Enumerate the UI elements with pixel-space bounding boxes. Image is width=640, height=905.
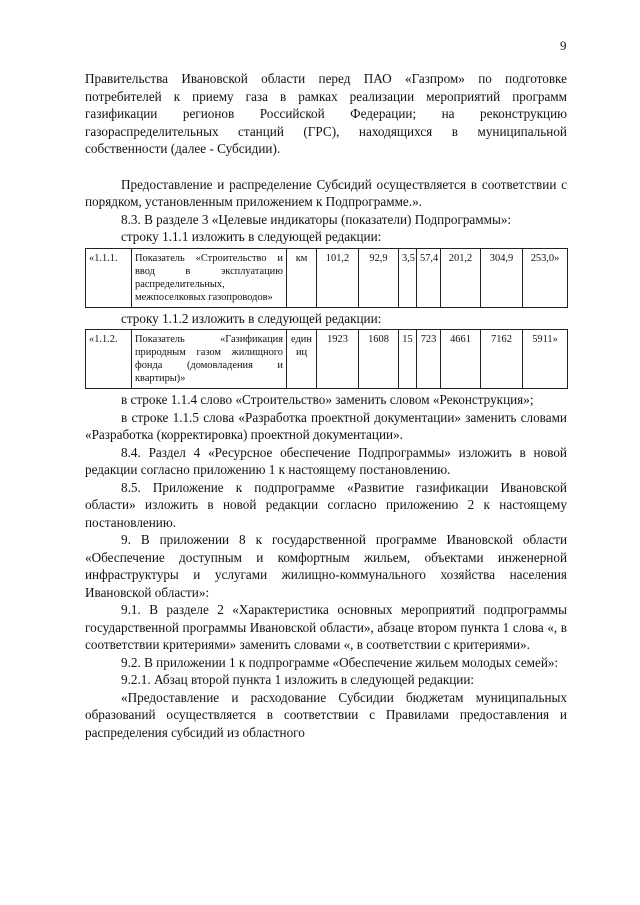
document-body xyxy=(85,70,567,741)
value-cell: 101,2 xyxy=(317,248,359,307)
value-cell: 5911» xyxy=(523,330,568,389)
paragraph: 8.5. Приложение к подпрограмме «Развитие газификации Ивановской области» изложить в новой редакции согласно приложению 2 к настоящему постановлению. xyxy=(85,479,567,530)
value-cell: 57,4 xyxy=(417,248,441,307)
paragraph: 8.3. В разделе 3 «Целевые индикаторы (показатели) Подпрограммы»: xyxy=(121,211,512,227)
paragraph: строку 1.1.2 изложить в следующей редакции: xyxy=(121,310,382,326)
paragraph: 8.4. Раздел 4 «Ресурсное обеспечение Подпрограммы» изложить в новой редакции согласно приложению 1 к настоящему постановлению. xyxy=(85,444,567,477)
paragraph: 9.2. В приложении 1 к подпрограмме «Обеспечение жильем молодых семей»: xyxy=(121,654,559,670)
paragraph: «Предоставление и расходование Субсидии бюджетам муниципальных образований осуществляется в соответствии с Правилами предоставления и распределения субсидий из областного xyxy=(85,689,567,740)
value-cell: 1608 xyxy=(359,330,399,389)
value-cell: 1923 xyxy=(317,330,359,389)
indicator-table-1-1-1 xyxy=(85,248,568,308)
value-cell: 253,0» xyxy=(523,248,568,307)
paragraph: Правительства Ивановской области перед ПАО «Газпром» по подготовке потребителей к приему газа в рамках реализации мероприятий программ газификации регионов Российской Федерации; на реконструкцию газораспределительных станций (ГРС), находящихся в муниципальной собственности (далее - Субсидии). xyxy=(85,71,567,156)
paragraph: 9. В приложении 8 к государственной программе Ивановской области «Обеспечение доступным и комфортным жильем, объектами инженерной инфраструктуры и услугами жилищно-коммунального хозяйства населения Ивановской области»: xyxy=(85,532,567,600)
paragraph: 9.2.1. Абзац второй пункта 1 изложить в следующей редакции: xyxy=(121,672,475,687)
value-cell: 92,9 xyxy=(359,248,399,307)
unit-cell: единиц xyxy=(287,330,317,389)
paragraph: строку 1.1.1 изложить в следующей редакции: xyxy=(121,229,382,244)
indicator-name: Показатель «Строительство и ввод в эксплуатацию распределительных, межпоселковых газопроводов» xyxy=(132,248,287,307)
paragraph: в строке 1.1.5 слова «Разработка проектной документации» заменить словами «Разработка (корректировка) проектной документации». xyxy=(85,409,567,442)
value-cell: 201,2 xyxy=(441,248,481,307)
row-code: «1.1.2. xyxy=(86,330,132,389)
row-code: «1.1.1. xyxy=(86,248,132,307)
paragraph: в строке 1.1.4 слово «Строительство» заменить словом «Реконструкция»; xyxy=(121,392,534,407)
table-row xyxy=(86,330,568,389)
page-number: 9 xyxy=(560,38,567,53)
value-cell: 15 xyxy=(399,330,417,389)
paragraph: 9.1. В разделе 2 «Характеристика основных мероприятий подпрограммы государственной программы Ивановской области», абзаце втором пункта 1 слова «, в соответствии критериями» заменить словами «, в соответствии с критериями». xyxy=(85,602,567,652)
value-cell: 4661 xyxy=(441,330,481,389)
table-row xyxy=(86,248,568,307)
value-cell: 7162 xyxy=(481,330,523,389)
value-cell: 723 xyxy=(417,330,441,389)
value-cell: 3,5 xyxy=(399,248,417,307)
unit-cell: км xyxy=(287,248,317,307)
indicator-name: Показатель «Газификация природным газом жилищного фонда (домовладения и квартиры)» xyxy=(132,330,287,389)
paragraph: Предоставление и распределение Субсидий осуществляется в соответствии с порядком, установленным приложением к Подпрограмме.». xyxy=(85,176,567,209)
value-cell: 304,9 xyxy=(481,248,523,307)
indicator-table-1-1-2 xyxy=(85,329,568,389)
